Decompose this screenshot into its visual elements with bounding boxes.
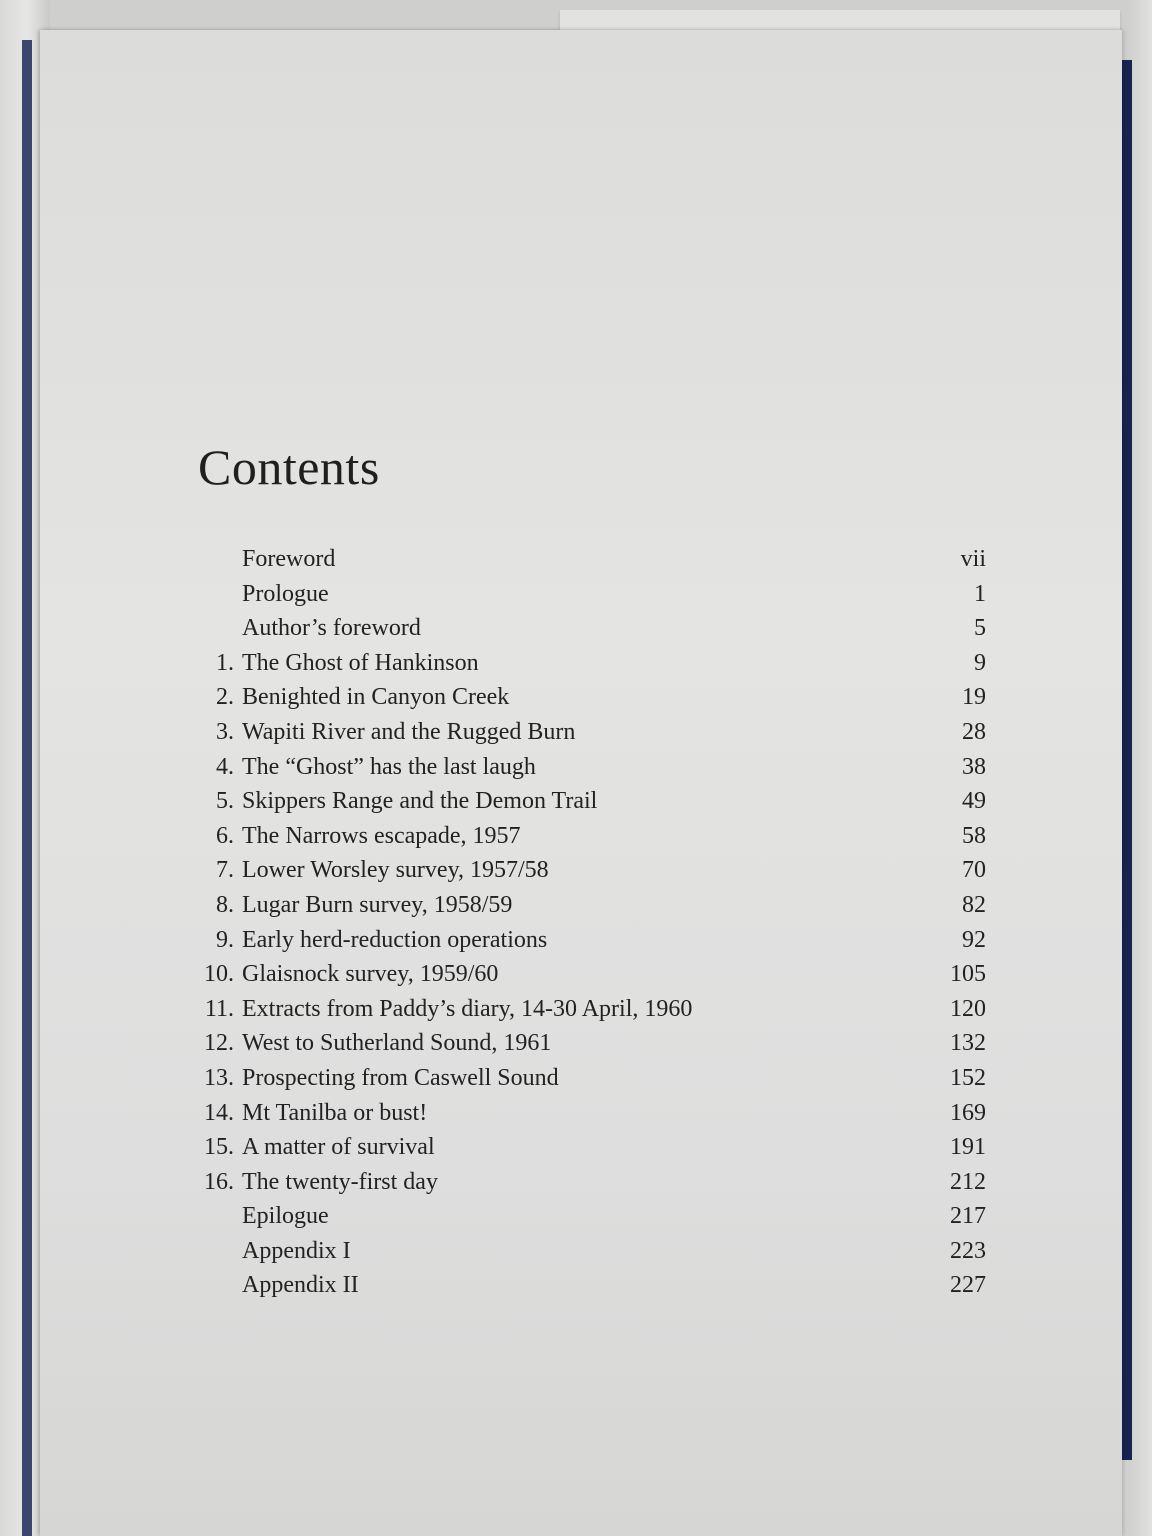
toc-entry [186, 1199, 986, 1234]
toc-entry-title: West to Sutherland Sound, 1961 [242, 1030, 552, 1057]
toc-entry [186, 1268, 986, 1303]
contents-heading: Contents [198, 439, 380, 495]
toc-entry-page: 227 [950, 1272, 986, 1299]
toc-entry-number: 5. [216, 788, 234, 815]
toc-entry-page: 120 [950, 995, 986, 1022]
toc-entry-title: Prologue [242, 580, 329, 607]
toc-entry-number: 7. [216, 857, 234, 884]
toc-entry-page: 152 [950, 1064, 986, 1091]
toc-entry-page: 105 [950, 961, 986, 988]
toc-entry-number: 1. [216, 649, 234, 676]
toc-entry-title: Author’s foreword [242, 615, 421, 642]
toc-entry-page: 9 [974, 649, 986, 676]
toc-entry-title: A matter of survival [242, 1134, 435, 1161]
toc-entry-page: 132 [950, 1030, 986, 1057]
toc-entry-title: The “Ghost” has the last laugh [242, 753, 536, 780]
toc-entry [186, 715, 986, 750]
toc-entry-title: Appendix II [242, 1272, 359, 1299]
toc-entry-page: 49 [962, 788, 986, 815]
toc-entry [186, 1130, 986, 1165]
toc-entry-number: 9. [216, 926, 234, 953]
toc-entry-number: 3. [216, 718, 234, 745]
toc-entry [186, 1096, 986, 1131]
toc-entry [186, 542, 986, 577]
toc-entry-page: 169 [950, 1099, 986, 1126]
toc-entry-title: Early herd-reduction operations [242, 926, 548, 953]
toc-entry-page: 223 [950, 1237, 986, 1264]
toc-entry-number: 6. [216, 822, 234, 849]
toc-entry [186, 1026, 986, 1061]
toc-entry-title: Appendix I [242, 1237, 351, 1264]
toc-entry [186, 992, 986, 1027]
toc-entry [186, 1165, 986, 1200]
toc-entry-title: Lugar Burn survey, 1958/59 [242, 891, 513, 918]
toc-entry-title: Extracts from Paddy’s diary, 14-30 April, 1960 [242, 995, 693, 1022]
toc-entry [186, 957, 986, 992]
toc-entry-number: 8. [216, 891, 234, 918]
toc-entry [186, 1234, 986, 1269]
toc-entry-page: 70 [962, 857, 986, 884]
toc-entry-number: 4. [216, 753, 234, 780]
toc-entry-title: The Ghost of Hankinson [242, 649, 479, 676]
toc-entry-page: 82 [962, 891, 986, 918]
toc-entry-page: 1 [974, 580, 986, 607]
toc-entry [186, 1061, 986, 1096]
toc-entry-title: Mt Tanilba or bust! [242, 1099, 428, 1126]
toc-entry [186, 853, 986, 888]
toc-entry-title: Wapiti River and the Rugged Burn [242, 718, 576, 745]
toc-entry-page: 92 [962, 926, 986, 953]
toc-entry-number: 2. [216, 684, 234, 711]
toc-entry [186, 784, 986, 819]
toc-entry [186, 646, 986, 681]
toc-entry [186, 819, 986, 854]
toc-entry [186, 888, 986, 923]
table-of-contents [186, 542, 986, 1303]
toc-entry-page: 212 [950, 1168, 986, 1195]
toc-entry-number: 10. [204, 961, 234, 988]
toc-entry-title: Foreword [242, 546, 336, 572]
toc-entry-title: Prospecting from Caswell Sound [242, 1064, 559, 1091]
toc-entry-title: The Narrows escapade, 1957 [242, 822, 521, 849]
toc-entry-title: Glaisnock survey, 1959/60 [242, 961, 499, 988]
toc-entry [186, 750, 986, 785]
toc-entry-title: The twenty-first day [242, 1168, 438, 1195]
toc-entry-page: 217 [950, 1203, 986, 1230]
toc-entry-title: Skippers Range and the Demon Trail [242, 788, 598, 815]
toc-entry-page: 28 [962, 718, 986, 745]
toc-entry-number: 13. [204, 1064, 234, 1091]
toc-entry-title: Benighted in Canyon Creek [242, 684, 510, 711]
toc-entry-number: 12. [204, 1030, 234, 1057]
toc-entry [186, 680, 986, 715]
left-cover-binding [22, 40, 32, 1536]
toc-entry-title: Epilogue [242, 1203, 329, 1230]
toc-entry-title: Lower Worsley survey, 1957/58 [242, 857, 549, 884]
toc-entry-page: vii [960, 546, 986, 572]
toc-entry [186, 923, 986, 958]
toc-entry [186, 577, 986, 612]
toc-entry-number: 14. [204, 1099, 234, 1126]
toc-entry-page: 38 [962, 753, 986, 780]
book-page [40, 30, 1122, 1536]
toc-entry-number: 15. [204, 1134, 234, 1161]
toc-entry-page: 58 [962, 822, 986, 849]
toc-entry-page: 5 [974, 615, 986, 642]
toc-entry-number: 16. [204, 1168, 234, 1195]
toc-entry-number: 11. [204, 995, 234, 1022]
toc-entry-page: 19 [962, 684, 986, 711]
toc-entry-page: 191 [950, 1134, 986, 1161]
toc-entry [186, 611, 986, 646]
